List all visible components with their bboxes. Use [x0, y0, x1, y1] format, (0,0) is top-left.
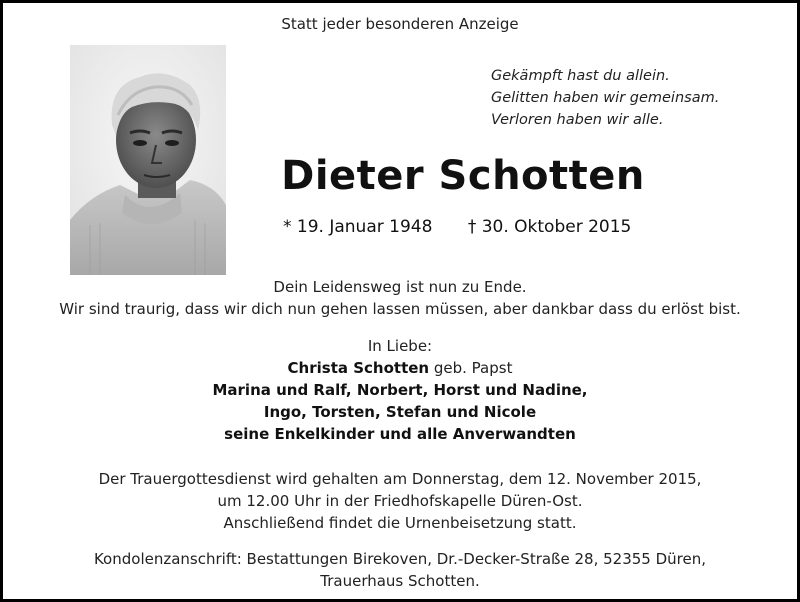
- service-info: [3, 468, 797, 534]
- farewell-message: [3, 276, 797, 320]
- quote-line: Gelitten haben wir gemeinsam.: [491, 90, 720, 106]
- family-member-line: Marina und Ralf, Norbert, Horst und Nadine,: [212, 381, 588, 399]
- family-member-line: Ingo, Torsten, Stefan und Nicole: [263, 403, 537, 421]
- portrait-photo: [70, 45, 226, 275]
- quote-line: Verloren haben wir alle.: [491, 112, 664, 128]
- condolence-line: Trauerhaus Schotten.: [320, 572, 480, 590]
- family-member-line: seine Enkelkinder und alle Anverwandten: [224, 425, 576, 443]
- family-intro: In Liebe:: [367, 337, 433, 355]
- header-text: Statt jeder besonderen Anzeige: [281, 15, 519, 33]
- service-line: Der Trauergottesdienst wird gehalten am Donnerstag, dem 12. November 2015,: [98, 470, 702, 488]
- quote: [491, 65, 719, 131]
- service-line: um 12.00 Uhr in der Friedhofskapelle Düren-Ost.: [217, 492, 583, 510]
- birth-date: * 19. Januar 1948: [283, 217, 433, 237]
- condolence-line: Kondolenzanschrift: Bestattungen Birekoven, Dr.-Decker-Straße 28, 52355 Düren,: [93, 550, 707, 568]
- deceased-name: Dieter Schotten: [281, 153, 645, 199]
- message-line: Dein Leidensweg ist nun zu Ende.: [273, 278, 527, 296]
- quote-line: Gekämpft hast du allein.: [491, 68, 670, 84]
- service-line: Anschließend findet die Urnenbeisetzung statt.: [223, 514, 577, 532]
- condolence-address: [3, 548, 797, 592]
- family-list: [3, 335, 797, 445]
- message-line: Wir sind traurig, dass wir dich nun gehen lassen müssen, aber dankbar dass du erlöst bist.: [59, 300, 741, 318]
- life-dates: [283, 217, 631, 237]
- portrait-image: [70, 45, 226, 275]
- spouse-line: [3, 357, 797, 379]
- spouse-name: Christa Schotten: [287, 359, 430, 377]
- death-date: † 30. Oktober 2015: [467, 217, 632, 237]
- spouse-note: geb. Papst: [429, 359, 513, 377]
